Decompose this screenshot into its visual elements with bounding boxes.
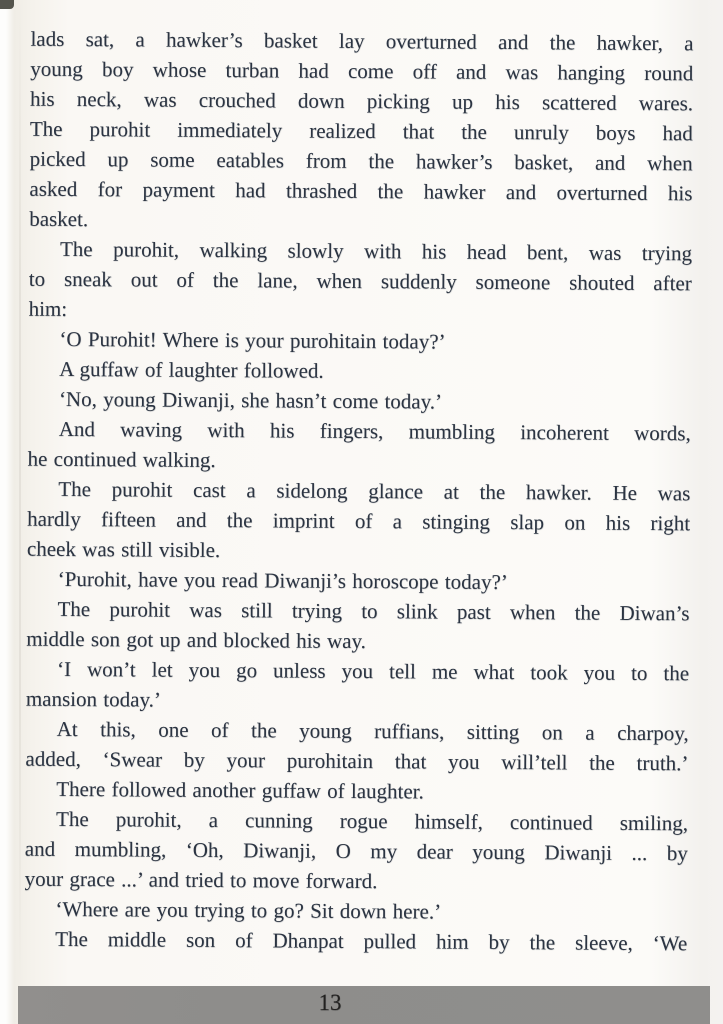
text-line: middle son got up and blocked his way. <box>26 626 366 654</box>
text-line: A guffaw of laughter followed. <box>59 356 324 383</box>
text-line: cheek was still visible. <box>26 536 221 563</box>
text-line: your grace ...’ and tried to move forward. <box>24 866 378 894</box>
text-line: he continued walking. <box>27 446 216 472</box>
text-line: There followed another guffaw of laughter. <box>56 776 424 804</box>
text-block <box>24 24 693 959</box>
text-line: picked up some eatables from the hawker’s basket, and when <box>29 146 693 176</box>
page-footer-bar <box>18 986 710 1024</box>
text-line: The middle son of Dhanpat pulled him by the sleeve, ‘We <box>55 926 688 956</box>
page-number: 13 <box>318 990 342 1015</box>
text-line: added, ‘Swear by your purohitain that you will’tell the truth.’ <box>25 746 689 776</box>
text-line: asked for payment had thrashed the hawker and overturned his <box>29 176 693 206</box>
scan-corner-mark <box>0 0 14 9</box>
text-line: ‘Purohit, have you read Diwanji’s horoscope today?’ <box>57 566 508 595</box>
text-line: young boy whose turban had come off and was hanging round <box>30 56 694 86</box>
text-line: The purohit immediately realized that the unruly boys had <box>29 116 693 146</box>
text-line: ‘No, young Diwanji, she hasn’t come today.’ <box>58 386 443 414</box>
text-line: The purohit was still trying to slink past when the Diwan’s <box>57 596 690 626</box>
text-line: and mumbling, ‘Oh, Diwanji, O my dear young Diwanji ... by <box>24 836 688 866</box>
text-line: his neck, was crouched down picking up his scattered wares. <box>29 86 694 116</box>
text-line: to sneak out of the lane, when suddenly someone shouted after <box>28 266 692 296</box>
text-line: basket. <box>29 206 89 232</box>
text-line: mansion today.’ <box>25 686 161 712</box>
text-line: ‘O Purohit! Where is your purohitain today?’ <box>59 326 446 354</box>
text-line: And waving with his fingers, mumbling incoherent words, <box>58 416 691 446</box>
text-line: The purohit, walking slowly with his head bent, was trying <box>59 236 693 266</box>
text-line: lads sat, a hawker’s basket lay overturned and the hawker, a <box>30 26 694 56</box>
text-line: hardly fifteen and the imprint of a stinging slap on his right <box>27 506 691 536</box>
paper-left-edge <box>19 0 21 986</box>
text-line: ‘I won’t let you go unless you tell me what took you to the <box>57 656 690 686</box>
text-line: ‘Where are you trying to go? Sit down here.’ <box>55 896 442 924</box>
text-line: The purohit, a cunning rogue himself, continued smiling, <box>55 806 689 836</box>
text-line: At this, one of the young ruffians, sitting on a charpoy, <box>56 716 689 746</box>
text-line: The purohit cast a sidelong glance at the hawker. He was <box>58 476 691 506</box>
text-line: him: <box>28 296 68 321</box>
